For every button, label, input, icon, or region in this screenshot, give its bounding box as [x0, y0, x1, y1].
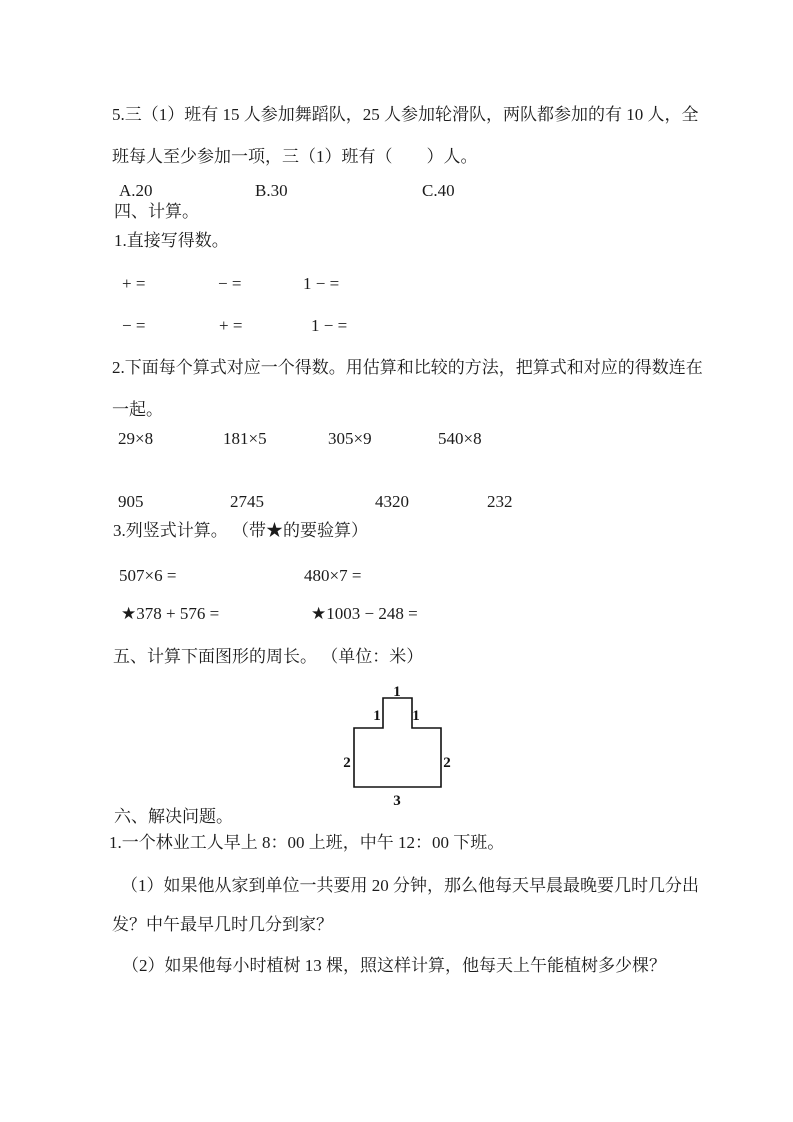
vertical-calc-r1c2: 480×7 = — [304, 566, 362, 585]
section4-sub2-line1: 2.下面每个算式对应一个得数。用估算和比较的方法，把算式和对应的得数连在 — [112, 358, 703, 377]
q5-option-b: B.30 — [255, 181, 288, 200]
match-result-3: 4320 — [375, 492, 409, 511]
figure-label-bottom: 3 — [393, 793, 401, 809]
match-expression-3: 305×9 — [328, 429, 372, 448]
section5-title: 五、计算下面图形的周长。 （单位：米） — [113, 647, 424, 666]
section6-item1: 1.一个林业工人早上 8：00 上班，中午 12：00 下班。 — [109, 833, 505, 852]
oral-calc-r2c2: + = — [219, 316, 243, 335]
figure-label-small-left: 1 — [373, 708, 381, 724]
section6-q1-line2: 发？中午最早几时几分到家？ — [112, 915, 333, 934]
section4-sub1-title: 1.直接写得数。 — [114, 231, 229, 250]
perimeter-figure — [330, 672, 470, 812]
match-result-2: 2745 — [230, 492, 264, 511]
oral-calc-r1c2: − = — [218, 274, 242, 293]
figure-label-big-left: 2 — [343, 755, 351, 771]
section4-sub3-title: 3.列竖式计算。 （带★的要验算） — [113, 521, 368, 540]
section6-q1-line1: （1）如果他从家到单位一共要用 20 分钟，那么他每天早晨最晚要几时几分出 — [121, 876, 699, 895]
match-result-1: 905 — [118, 492, 144, 511]
oral-calc-r1c1: + = — [122, 274, 146, 293]
section6-title: 六、解决问题。 — [114, 807, 233, 826]
figure-label-top: 1 — [393, 684, 401, 700]
figure-label-big-right: 2 — [443, 755, 451, 771]
vertical-calc-r2c2: ★1003 − 248 = — [311, 604, 418, 623]
figure-label-small-right: 1 — [412, 708, 420, 724]
oral-calc-r2c1: − = — [122, 316, 146, 335]
q5-line2: 班每人至少参加一项，三（1）班有（ ）人。 — [112, 147, 478, 166]
vertical-calc-r1c1: 507×6 = — [119, 566, 177, 585]
section6-q2: （2）如果他每小时植树 13 棵，照这样计算，他每天上午能植树多少棵？ — [122, 956, 666, 975]
t-shape-outline — [354, 698, 441, 787]
match-expression-1: 29×8 — [118, 429, 154, 448]
match-expression-4: 540×8 — [438, 429, 482, 448]
vertical-calc-r2c1: ★378 + 576 = — [121, 604, 220, 623]
q5-option-c: C.40 — [422, 181, 455, 200]
section4-sub2-line2: 一起。 — [112, 400, 163, 419]
match-result-4: 232 — [487, 492, 513, 511]
q5-option-a: A.20 — [119, 181, 153, 200]
q5-line1: 5.三（1）班有 15 人参加舞蹈队，25 人参加轮滑队，两队都参加的有 10 人，全 — [112, 105, 699, 124]
oral-calc-r2c3: 1 − = — [311, 316, 348, 335]
oral-calc-r1c3: 1 − = — [303, 274, 340, 293]
section4-title: 四、计算。 — [114, 202, 199, 221]
match-expression-2: 181×5 — [223, 429, 267, 448]
